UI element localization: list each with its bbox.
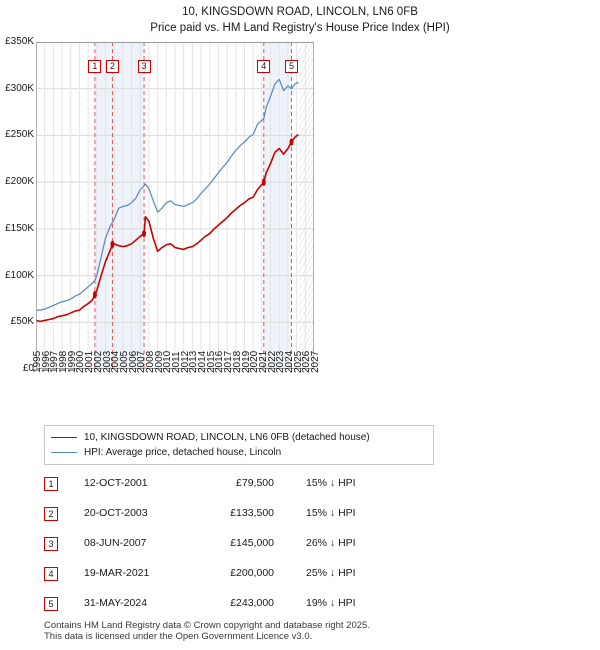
x-tick-label: 2005 bbox=[118, 350, 130, 373]
sale-hpi-delta: 25% ↓ HPI bbox=[306, 567, 356, 579]
x-tick-label: 2013 bbox=[188, 350, 200, 373]
sale-index-badge: 2 bbox=[44, 507, 58, 521]
x-tick-label: 2017 bbox=[223, 350, 235, 373]
sale-price: £79,500 bbox=[236, 477, 274, 489]
table-row bbox=[44, 472, 464, 502]
sale-hpi-delta: 19% ↓ HPI bbox=[306, 597, 356, 609]
x-tick-label: 2002 bbox=[92, 350, 104, 373]
y-tick-label: £0 bbox=[22, 363, 34, 374]
x-tick-label: 2020 bbox=[249, 350, 261, 373]
x-tick-label: 1998 bbox=[58, 350, 70, 373]
sale-price: £133,500 bbox=[230, 507, 274, 519]
x-tick-label: 2003 bbox=[101, 350, 113, 373]
table-row bbox=[44, 592, 464, 622]
x-tick-label: 2000 bbox=[75, 350, 87, 373]
x-tick-label: 2004 bbox=[110, 350, 122, 373]
x-tick-label: 2010 bbox=[162, 350, 174, 373]
sale-index-badge: 4 bbox=[44, 567, 58, 581]
y-tick-label: £100K bbox=[5, 269, 34, 281]
legend-label-property: 10, KINGSDOWN ROAD, LINCOLN, LN6 0FB (detached house) bbox=[84, 432, 370, 443]
sale-price: £145,000 bbox=[230, 537, 274, 549]
y-tick-label: £200K bbox=[5, 176, 34, 188]
legend-swatch-property bbox=[51, 437, 77, 438]
sales-table bbox=[44, 472, 464, 622]
footer-line-1: Contains HM Land Registry data © Crown copyright and database right 2025. bbox=[44, 620, 370, 631]
x-tick-label: 1995 bbox=[32, 350, 43, 373]
sale-index-badge: 3 bbox=[44, 537, 58, 551]
sale-date: 12-OCT-2001 bbox=[84, 477, 148, 489]
x-tick-label: 2021 bbox=[257, 350, 269, 373]
legend-item-property bbox=[51, 430, 427, 445]
y-tick-label: £150K bbox=[5, 222, 34, 234]
sale-date: 31-MAY-2024 bbox=[84, 597, 148, 609]
x-tick-label: 2015 bbox=[205, 350, 217, 373]
footer bbox=[44, 620, 564, 642]
title-line-2: Price paid vs. HM Land Registry's House Price Index (HPI) bbox=[150, 22, 450, 34]
x-tick-label: 2016 bbox=[214, 350, 226, 373]
x-tick-label: 2014 bbox=[197, 350, 209, 373]
y-tick-label: £300K bbox=[5, 82, 34, 94]
x-tick-label: 2012 bbox=[179, 350, 191, 373]
chart-legend bbox=[44, 425, 434, 465]
x-tick-label: 2018 bbox=[231, 350, 243, 373]
x-tick-label: 2022 bbox=[266, 350, 278, 373]
legend-swatch-hpi bbox=[51, 452, 77, 453]
y-tick-label: £250K bbox=[5, 129, 34, 141]
x-tick-label: 2008 bbox=[144, 350, 156, 373]
chart-marker-2: 2 bbox=[106, 60, 119, 73]
x-tick-label: 2006 bbox=[127, 350, 139, 373]
x-tick-label: 2024 bbox=[283, 350, 295, 373]
page-title bbox=[0, 4, 600, 36]
chart-marker-1: 1 bbox=[88, 60, 101, 73]
x-tick-label: 1997 bbox=[49, 350, 61, 373]
sale-hpi-delta: 26% ↓ HPI bbox=[306, 537, 356, 549]
sale-price: £200,000 bbox=[230, 567, 274, 579]
x-tick-label: 2026 bbox=[301, 350, 313, 373]
sale-index-badge: 5 bbox=[44, 597, 58, 611]
legend-item-hpi bbox=[51, 445, 427, 460]
sale-date: 08-JUN-2007 bbox=[84, 537, 147, 549]
sale-index-badge: 1 bbox=[44, 477, 58, 491]
sale-date: 19-MAR-2021 bbox=[84, 567, 150, 579]
x-tick-label: 2001 bbox=[84, 350, 96, 373]
chart-marker-5: 5 bbox=[285, 60, 298, 73]
x-tick-label: 2025 bbox=[292, 350, 304, 373]
x-tick-label: 1996 bbox=[40, 350, 52, 373]
table-row bbox=[44, 502, 464, 532]
sale-hpi-delta: 15% ↓ HPI bbox=[306, 507, 356, 519]
price-history-chart bbox=[36, 42, 314, 369]
legend-label-hpi: HPI: Average price, detached house, Lincoln bbox=[84, 447, 282, 458]
y-tick-label: £50K bbox=[10, 316, 34, 328]
table-row bbox=[44, 562, 464, 592]
sale-date: 20-OCT-2003 bbox=[84, 507, 148, 519]
x-tick-label: 2027 bbox=[310, 350, 321, 373]
x-tick-label: 2019 bbox=[240, 350, 252, 373]
sale-price: £243,000 bbox=[230, 597, 274, 609]
x-tick-label: 2009 bbox=[153, 350, 165, 373]
x-tick-label: 1999 bbox=[66, 350, 78, 373]
sale-hpi-delta: 15% ↓ HPI bbox=[306, 477, 356, 489]
x-tick-label: 2007 bbox=[136, 350, 148, 373]
x-tick-label: 2023 bbox=[275, 350, 287, 373]
chart-marker-4: 4 bbox=[257, 60, 270, 73]
footer-line-2: This data is licensed under the Open Government Licence v3.0. bbox=[44, 631, 313, 642]
chart-marker-3: 3 bbox=[138, 60, 151, 73]
table-row bbox=[44, 532, 464, 562]
x-tick-label: 2011 bbox=[171, 351, 182, 373]
title-line-1: 10, KINGSDOWN ROAD, LINCOLN, LN6 0FB bbox=[182, 6, 418, 18]
y-tick-label: £350K bbox=[5, 36, 34, 47]
